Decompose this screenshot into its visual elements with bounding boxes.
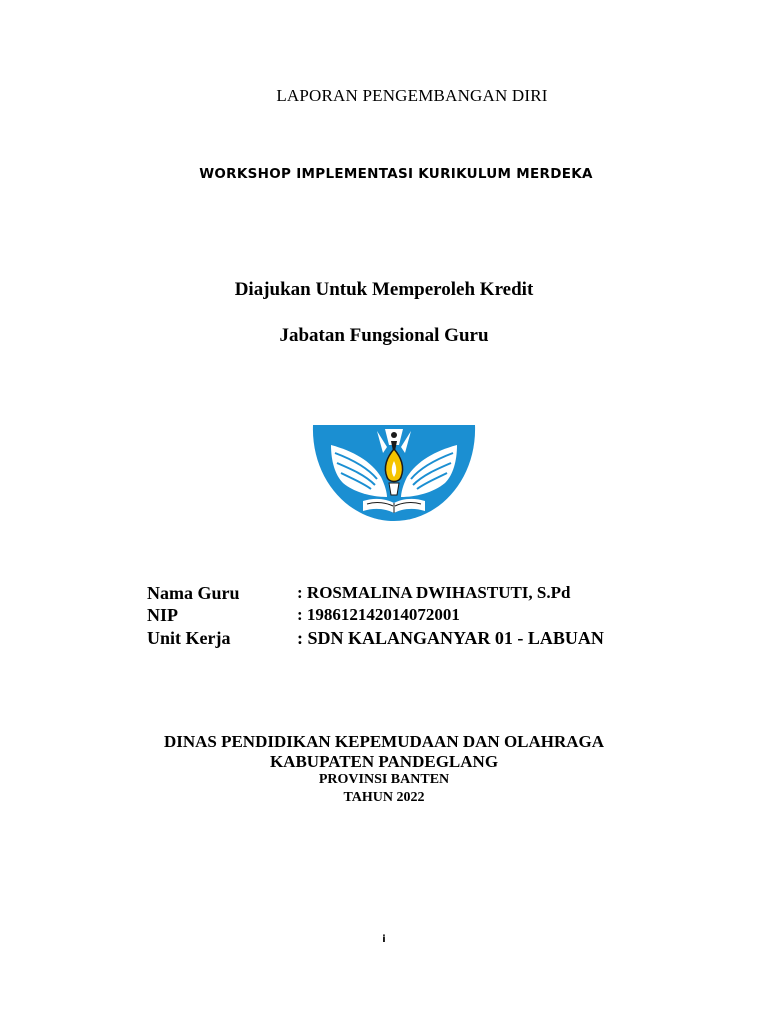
work-unit-label: Unit Kerja xyxy=(147,628,231,648)
agency-name: DINAS PENDIDIKAN KEPEMUDAAN DAN OLAHRAGA xyxy=(163,732,605,751)
regency-name: KABUPATEN PANDEGLANG xyxy=(269,752,499,771)
work-unit-value: : SDN KALANGANYAR 01 - LABUAN xyxy=(297,628,604,648)
nip-value: : 198612142014072001 xyxy=(297,605,460,624)
teacher-name-value: : ROSMALINA DWIHASTUTI, S.Pd xyxy=(297,583,571,602)
tut-wuri-handayani-logo-icon xyxy=(311,423,477,523)
province-name: PROVINSI BANTEN xyxy=(318,772,450,787)
purpose-line-2: Jabatan Fungsional Guru xyxy=(279,325,489,346)
year-line: TAHUN 2022 xyxy=(343,790,425,805)
page-number: i xyxy=(382,934,386,945)
nip-label: NIP xyxy=(147,605,178,625)
workshop-title: WORKSHOP IMPLEMENTASI KURIKULUM MERDEKA xyxy=(199,166,593,182)
purpose-line-1: Diajukan Untuk Memperoleh Kredit xyxy=(234,279,534,300)
report-title: LAPORAN PENGEMBANGAN DIRI xyxy=(276,86,548,105)
teacher-name-label: Nama Guru xyxy=(147,583,240,603)
